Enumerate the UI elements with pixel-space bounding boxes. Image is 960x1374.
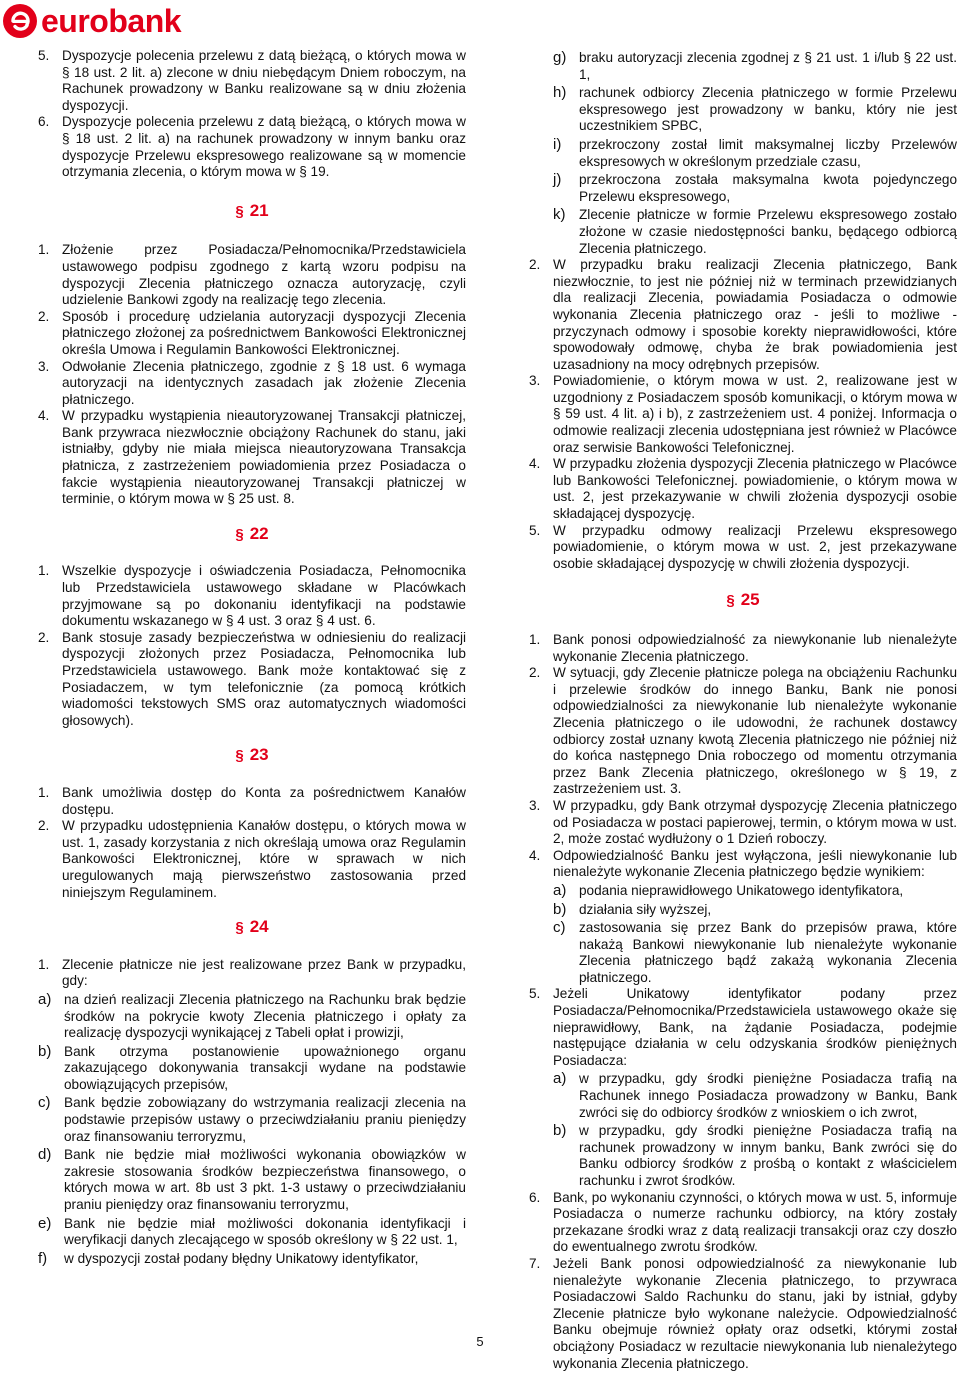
sub-item: e) Bank nie będzie miał możliwości dokonania identyfikacji i weryfikacji danych zlecającego w sposób określony w § 22 ust. 1, [38, 1214, 466, 1248]
sub-item: k) Zlecenie płatnicze w formie Przelewu ekspresowego zostało złożone w czasie niedostępności banku, będącego odbiorcą Zlecenia płatniczego. [553, 206, 957, 256]
logo-wordmark: eurobank [41, 3, 182, 39]
sub-item: g) braku autoryzacji zlecenia zgodnej z § 21 ust. 1 i/lub § 22 ust. 1, [553, 49, 957, 82]
eurobank-logo [3, 2, 181, 40]
list-item: 1. Bank ponosi odpowiedzialność za niewykonanie lub nienależyte wykonanie Zlecenia płatniczego. [529, 632, 957, 664]
list-item: 5. Jeżeli Unikatowy identyfikator podany przez Posiadacza/Pełnomocnika/Przedstawiciela ustawowego okaże się nieprawidłowy, Bank, na żądanie Posiadacza, podejmie następujące działania w celu odzyskania środków pieniężnych Posiadacza: [529, 986, 957, 1068]
list-item: 7. Jeżeli Bank ponosi odpowiedzialność za niewykonanie lub nienależyte wykonanie Zlecenia płatniczego, to przywraca Posiadaczowi Saldo Rachunku do stanu, jaki by istniał, gdyby Zlecenie płatnicze było wykonane należycie. Odpowiedzialność Banku obejmuje również opłaty oraz odsetki, którymi został obciążony Posiadacz w rezultacie niewykonania lub nienależytego wykonania Zlecenia płatniczego. [529, 1255, 957, 1371]
list-item: 1. Wszelkie dyspozycje i oświadczenia Posiadacza, Pełnomocnika lub Przedstawiciela ustawowego składane w Placówkach przyjmowane są po dokonaniu identyfikacji na podstawie dokumentu wskazanego w § 4 ust. 3 oraz § 4 ust. 6. [38, 563, 466, 629]
list-item: 2. Bank stosuje zasady bezpieczeństwa w odniesieniu do realizacji dyspozycji złożonych przez Posiadacza, Pełnomocnika lub Przedstawiciela ustawowego. Bank może kontaktować się z Posiadaczem, w tym telefonicznie (za pomocą krótkich wiadomości tekstowych SMS oraz automatycznych wiadomości głosowych). [38, 629, 466, 728]
list-item: 4. W przypadku wystąpienia nieautoryzowanej Transakcji płatniczej, Bank przywraca niezwłocznie obciążony Rachunek do stanu, jaki istniałby, gdyby nie miała miejsca nieautoryzowana Transakcja płatnicza, z zastrzeżeniem powiadomienia przez Posiadacza o fakcie wystąpienia nieautoryzowanej Transakcji płatniczej w terminie, o którym mowa w § 25 ust. 8. [38, 408, 466, 507]
sub-item: d) Bank nie będzie miał możliwości wykonania obowiązków w zakresie stosowania środków bezpieczeństwa finansowego, o których mowa w art. 8b ust 3 pkt. 1-3 ustawy o przeciwdziałaniu praniu pieniędzy oraz finansowaniu terroryzmu, [38, 1146, 466, 1213]
list-item: 2. W przypadku braku realizacji Zlecenia płatniczego, Bank niezwłocznie, to jest nie później niż w terminach przewidzianych dla realizacji Zlecenia, powiadamia Posiadacza o odmowie wykonania Zlecenia płatniczego oraz - jeśli to możliwe - przyczynach odmowy i sposobie korekty nieprawidłowości, które spowodowały odmowę, chyba że brak powiadomienia jest uzasadniony na mocy odrębnych przepisów. [529, 257, 957, 372]
list-item: 5. W przypadku odmowy realizacji Przelewu ekspresowego powiadomienie, o którym mowa w ust. 2, jest przekazywane osobie składającej dyspozycję w chwili złożenia dyspozycji. [529, 522, 957, 571]
list-item: 6. Bank, po wykonaniu czynności, o których mowa w ust. 5, informuje Posiadacza o numerze rachunku odbiorcy, na który zostały przekazane środki wraz z datą realizacji transakcji oraz czy doszło do ewentualnego zwrotu środków. [529, 1189, 957, 1255]
left-column [38, 48, 466, 1267]
section-heading-24: § 24 [235, 917, 269, 937]
right-column [529, 48, 957, 1372]
list-item: 6. Dyspozycje polecenia przelewu z datą bieżącą, o których mowa w § 18 ust. 2 lit. a) na rachunek prowadzony w innym banku oraz dyspozycje Przelewu ekspresowego realizowane są w momencie otrzymania zlecenia, o którym mowa w § 19. [38, 114, 466, 180]
sub-item: a) w przypadku, gdy środki pieniężne Posiadacza trafią na Rachunek innego Posiadacza prowadzony w Banku, Bank zwróci się do odbiorcy środków z wnioskiem o ich zwrot, [553, 1070, 957, 1120]
sub-item: c) Bank będzie zobowiązany do wstrzymania realizacji zlecenia na podstawie przepisów ustawy o przeciwdziałaniu praniu pieniędzy oraz finansowaniu terroryzmu, [38, 1094, 466, 1144]
list-item: 4. W przypadku złożenia dyspozycji Zlecenia płatniczego w Placówce lub Bankowości Telefonicznej. powiadomienie, o którym mowa w ust. 2, jest przekazywanie w chwili złożenia dyspozycji osobie składającej dyspozycję. [529, 456, 957, 522]
list-item: 2. W przypadku udostępnienia Kanałów dostępu, o których mowa w ust. 1, zasady korzystania z nich określają umowa oraz Regulamin Bankowości Elektronicznej, które w sprawach w nich uregulowanych mają pierwszeństwo zastosowania przed niniejszym Regulaminem. [38, 818, 466, 900]
list-item: 2. W sytuacji, gdy Zlecenie płatnicze polega na obciążeniu Rachunku i przelewie środków do innego Banku, Bank nie ponosi odpowiedzialności za niewykonanie lub nienależyte wykonanie Zlecenia płatniczego o ile udowodni, że rachunek dostawcy odbiorcy został uznany kwotą Zlecenia płatniczego nie później niż do końca następnego Dnia roboczego od momentu otrzymania przez Bank Zlecenia płatniczego, określonego w § 19, z zastrzeżeniem ust. 3. [529, 665, 957, 797]
sub-item: a) podania nieprawidłowego Unikatowego identyfikatora, [553, 881, 904, 899]
section-heading-23: § 23 [235, 745, 269, 765]
section-heading-25: § 25 [726, 590, 760, 610]
section-heading-21: § 21 [235, 200, 269, 220]
sub-item: b) Bank otrzyma postanowienie upoważnionego organu zakazującego dokonywania transakcji wydane na podstawie obowiązujących przepisów, [38, 1042, 466, 1092]
list-item: 1. Złożenie przez Posiadacza/Pełnomocnika/Przedstawiciela ustawowego podpisu zgodnego z kartą wzoru podpisu na dyspozycji Zlecenia płatniczego oznacza autoryzację, czyli udzielenie Bankowi zgody na realizację tego zlecenia. [38, 242, 466, 308]
section-heading-22: § 22 [235, 523, 269, 543]
sub-item: j) przekroczona została maksymalna kwota pojedynczego Przelewu ekspresowego, [553, 171, 957, 204]
list-item: 5. Dyspozycje polecenia przelewu z datą bieżącą, o których mowa w § 18 ust. 2 lit. a) zlecone w dniu niebędącym Dniem roboczym, na Rachunek prowadzony w Banku realizowane są w dniu złożenia dyspozycji. [38, 48, 466, 113]
list-item: 3. Odwołanie Zlecenia płatniczego, zgodnie z § 18 ust. 6 wymaga autoryzacji na identycznych zasadach jak złożenie Zlecenia płatniczego. [38, 358, 466, 407]
list-item: 4. Odpowiedzialność Banku jest wyłączona, jeśli niewykonanie lub nienależyte wykonanie Zlecenia płatniczego będzie wynikiem: [529, 847, 957, 880]
page-number: 5 [476, 1334, 484, 1349]
list-item: 3. Powiadomienie, o którym mowa w ust. 2, realizowane jest w uzgodniony z Posiadaczem sposób komunikacji, o którym mowa w § 59 ust. 4 lit. a) i b), z zastrzeżeniem ust. 4 poniżej. Informacja o odmowie realizacji zlecenia udostępniana jest również w Placówce oraz serwisie Bankowości Telefonicznej. [529, 373, 957, 455]
sub-item: b) działania siły wyższej, [553, 900, 712, 918]
sub-item: c) zastosowania się przez Bank do przepisów prawa, które nakażą Bankowi niewykonanie lub nienależyte wykonanie Zlecenia płatniczego bądź zakażą wykonania Zlecenia płatniczego. [553, 919, 957, 985]
logo-mark-icon [3, 4, 37, 38]
sub-item: a) na dzień realizacji Zlecenia płatniczego na Rachunku brak będzie środków na pokrycie kwoty Zlecenia płatniczego i opłaty za realizację dyspozycji wynikającej z Tabeli opłat i prowizji, [38, 990, 466, 1041]
sub-item: b) w przypadku, gdy środki pieniężne Posiadacza trafią na rachunek prowadzony w innym banku, Bank zwróci się do Banku odbiorcy środków z prośbą o kontakt z właścicielem rachunku i zwrot środków. [553, 1122, 957, 1188]
sub-item: h) rachunek odbiorcy Zlecenia płatniczego w formie Przelewu ekspresowego jest prowadzony w banku, który nie jest uczestnikiem SPBC, [553, 84, 957, 134]
list-item: 3. W przypadku, gdy Bank otrzymał dyspozycję Zlecenia płatniczego od Posiadacza w postaci papierowej, termin, o którym mowa w ust. 2, może zostać wydłużony o 1 Dzień roboczy. [529, 797, 957, 847]
list-item: 1. Zlecenie płatnicze nie jest realizowane przez Bank w przypadku, gdy: [38, 956, 466, 989]
list-item: 1. Bank umożliwia dostęp do Konta za pośrednictwem Kanałów dostępu. [38, 784, 466, 817]
list-item: 2. Sposób i procedurę udzielania autoryzacji dyspozycji Zlecenia płatniczego złożonej za pośrednictwem Bankowości Elektronicznej określa Umowa i Regulamin Bankowości Elektronicznej. [38, 308, 466, 357]
sub-item: i) przekroczony został limit maksymalnej liczby Przelewów ekspresowych w określonym przedziale czasu, [553, 135, 957, 169]
sub-item: f) w dyspozycji został podany błędny Unikatowy identyfikator, [38, 1249, 419, 1267]
